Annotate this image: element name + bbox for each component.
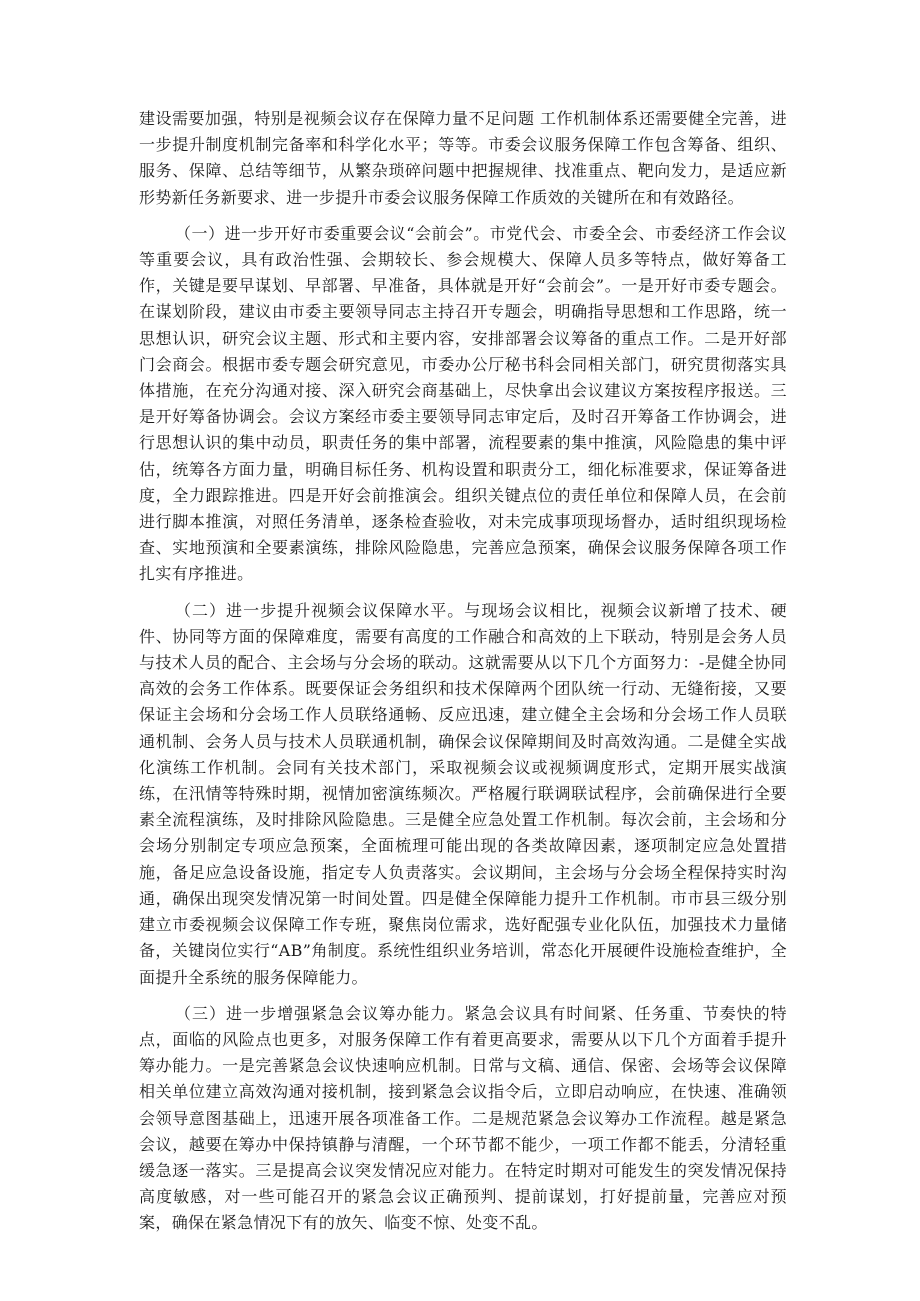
document-page	[139, 106, 787, 1247]
paragraph-section-3: （三）进一步增强紧急会议筹办能力。紧急会议具有时间紧、任务重、节奏快的特点，面临的风险点也更多，对服务保障工作有着更高要求，需要从以下几个方面着手提升筹办能力。一是完善紧急会议快速响应机制。日常与文稿、通信、保密、会场等会议保障相关单位建立高效沟通对接机制，接到紧急会议指令后，立即启动响应，在快速、准确领会领导意图基础上，迅速开展各项准备工作。二是规范紧急会议筹办工作流程。越是紧急会议，越要在筹办中保持镇静与清醒，一个环节都不能少，一项工作都不能丢，分清轻重缓急逐一落实。三是提高会议突发情况应对能力。在特定时期对可能发生的突发情况保持高度敏感，对一些可能召开的紧急会议正确预判、提前谋划，打好提前量，完善应对预案，确保在紧急情况下有的放矢、临变不惊、处变不乱。	[139, 1003, 787, 1233]
paragraph-section-2: （二）进一步提升视频会议保障水平。与现场会议相比，视频会议新增了技术、硬件、协同等方面的保障难度，需要有高度的工作融合和高效的上下联动，特别是会务人员与技术人员的配合、主会场与分会场的联动。这就需要从以下几个方面努力：-是健全协同高效的会务工作体系。既要保证会务组织和技术保障两个团队统一行动、无缝衔接，又要保证主会场和分会场工作人员联络通畅、反应迅速，建立健全主会场和分会场工作人员联通机制、会务人员与技术人员联通机制，确保会议保障期间及时高效沟通。二是健全实战化演练工作机制。会同有关技术部门，采取视频会议或视频调度形式，定期开展实战演练，在汛情等特殊时期，视情加密演练频次。严格履行联调联试程序，会前确保进行全要素全流程演练，及时排除风险隐患。三是健全应急处置工作机制。每次会前，主会场和分会场分别制定专项应急预案，全面梳理可能出现的各类故障因素，逐项制定应急处置措施，备足应急设备设施，指定专人负责落实。会议期间，主会场与分会场全程保持实时沟通，确保出现突发情况第一时间处置。四是健全保障能力提升工作机制。市市县三级分别建立市委视频会议保障工作专班，聚焦岗位需求，选好配强专业化队伍，加强技术力量储备，关键岗位实行“AB”角制度。系统性组织业务培训，常态化开展硬件设施检查维护，全面提升全系统的服务保障能力。	[139, 600, 787, 987]
paragraph-section-1: （一）进一步开好市委重要会议“会前会”。市党代会、市委全会、市委经济工作会议等重要会议，具有政治性强、会期较长、参会规模大、保障人员多等特点，做好筹备工作，关键是要早谋划、早部署、早准备，具体就是开好“会前会”。一是开好市委专题会。在谋划阶段，建议由市委主要领导同志主持召开专题会，明确指导思想和工作思路，统一思想认识，研究会议主题、形式和主要内容，安排部署会议筹备的重点工作。二是开好部门会商会。根据市委专题会研究意见，市委办公厅秘书科会同相关部门，研究贯彻落实具体措施，在充分沟通对接、深入研究会商基础上，尽快拿出会议建议方案按程序报送。三是开好筹备协调会。会议方案经市委主要领导同志审定后，及时召开筹备工作协调会，进行思想认识的集中动员，职责任务的集中部署，流程要素的集中推演，风险隐患的集中评估，统筹各方面力量，明确目标任务、机构设置和职责分工，细化标准要求，保证筹备进度，全力跟踪推进。四是开好会前推演会。组织关键点位的责任单位和保障人员，在会前进行脚本推演，对照任务清单，逐条检查验收，对未完成事项现场督办，适时组织现场检查、实地预演和全要素演练，排除风险隐患，完善应急预案，确保会议服务保障各项工作扎实有序推进。	[139, 223, 787, 584]
paragraph-intro: 建设需要加强，特别是视频会议存在保障力量不足问题 工作机制体系还需要健全完善，进一步提升制度机制完备率和科学化水平；等等。市委会议服务保障工作包含筹备、组织、服务、保障、总结等细节，从繁杂琐碎问题中把握规律、找准重点、靶向发力，是适应新形势新任务新要求、进一步提升市委会议服务保障工作质效的关键所在和有效路径。	[139, 109, 787, 207]
